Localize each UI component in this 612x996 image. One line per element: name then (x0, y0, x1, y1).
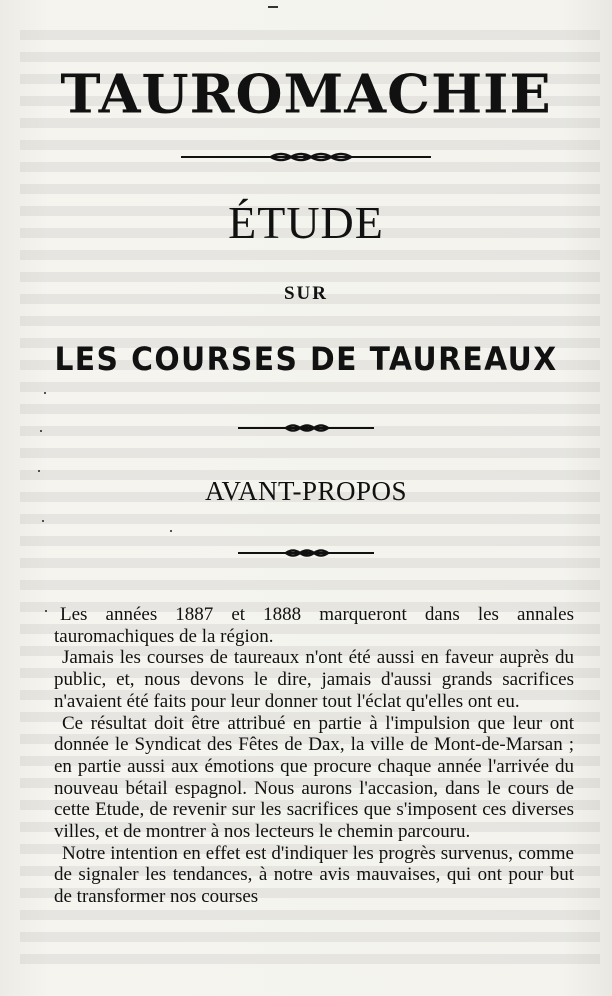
paragraph: Ce résultat doit être attribué en partie à l'impulsion que leur ont donnée le Syndicat des Fêtes de Dax, la ville de Mont-de-Marsan ; en partie aussi aux émotions que procure chaque année l'arrivée du nouveau bétail espagnol. Nous aurons l'accasion, dans le cours de cette Etude, de revenir sur les sacrifices que s'imposent ces diverses villes, et de montrer à nos lecteurs le chemin parcouru. (54, 712, 574, 843)
body-text (54, 604, 574, 908)
ornamental-rule-top (0, 148, 612, 167)
paragraph: Les années 1887 et 1888 marqueront dans les annales tauromachiques de la région. (54, 604, 574, 647)
ink-speck (170, 530, 172, 532)
paragraph: Jamais les courses de taureaux n'ont été aussi en faveur auprès du public, et, nous devons le dire, jamais d'aussi grands sacrifices n'avaient été faits pour leur donner tout l'éclat qu'elles ont eu. (54, 647, 574, 712)
book-title: TAUROMACHIE (60, 62, 552, 126)
ink-speck (40, 430, 42, 432)
ink-speck (38, 470, 40, 472)
paragraph: Notre intention en effet est d'indiquer les progrès survenus, comme de signaler les tendances, à notre avis mauvaises, qui ont pour but de transformer nos courses (54, 842, 574, 908)
ornamental-rule-middle (0, 419, 612, 438)
connector-word: SUR (283, 283, 328, 304)
subtitle: ÉTUDE (228, 197, 384, 248)
ornamental-rule-bottom (0, 544, 612, 563)
main-heading: LES COURSES DE TAUREAUX (54, 340, 558, 378)
ink-speck (42, 520, 44, 522)
ink-speck (45, 610, 47, 612)
section-heading: AVANT-PROPOS (204, 476, 408, 506)
ink-speck (44, 392, 46, 394)
page-mark (268, 6, 278, 8)
